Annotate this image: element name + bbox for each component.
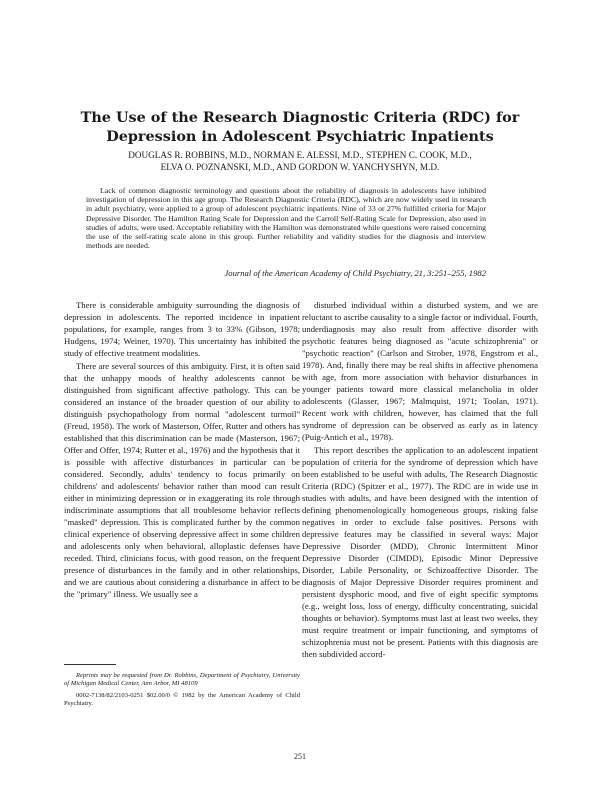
body-column-left — [64, 299, 300, 601]
body-paragraph: disturbed individual within a disturbed system, and we are reluctant to ascribe causality to a single factor or individual. Fourth, underdiagnosis may also result from affective disorder with psychotic features being diagnosed as "acute schizophrenia" or "psychotic reaction" (Carlson and Strober, 1978, Engstrom et al., 1978). And, finally there may be real shifts in affective phenomena with age, from more association with behavior disturbances in younger patients toward more classical melancholia in older adolescents (Glasser, 1967; Malmquist, 1971; Toolan, 1971). Recent work with children, however, has claimed that the full syndrome of depression can be observed as early as in latency (Puig-Antich et al., 1978). — [302, 300, 538, 442]
page-number: 251 — [294, 752, 306, 761]
copyright-note: 0002-7138/82/2103-0251 $02.00/0 © 1982 by the American Academy of Child Psychiatry. — [64, 691, 300, 708]
reprint-note: Reprints may be requested from Dr. Robbins, Department of Psychiatry, University of Michigan Medical Center, Ann Arbor, MI 48109 — [64, 672, 300, 688]
authors-line-2: ELVA O. POZNANSKI, M.D., AND GORDON W. YANCHYSHYN, M.D. — [160, 161, 440, 172]
footnote — [64, 672, 300, 712]
article-title: The Use of the Research Diagnostic Criteria (RDC) for Depression in Adolescent Psychiatric Inpatients — [80, 109, 520, 145]
journal-citation: Journal of the American Academy of Child Psychiatry, 21, 3:251–255, 1982 — [224, 268, 486, 278]
body-paragraph: There is considerable ambiguity surrounding the diagnosis of depression in adolescents. The reported incidence in inpatient populations, for example, ranges from 3 to 33% (Gibson, 1978; Hudgens, 1974; Weiner, 1970). This uncertainty has inhibited the study of effective treatment modalities. — [64, 300, 300, 358]
body-paragraph: There are several sources of this ambiguity. First, it is often said that the unhappy moods of healthy adolescents cannot be distinguished from significant affective pathology. This can be considered an instance of the broader question of our ability to distinguish psychopathology from normal "adolescent turmoil" (Freud, 1958). The work of Masterson, Offer, Rutter and others has established that this discrimination can be made (Masterson, 1967; Offer and Offer, 1974; Rutter et al., 1976) and the hypothesis that it is possible with affective disturbances in particular can be considered. Secondly, adults' tendency to focus primarily on childrens' and adolescents' behavior rather than mood can result either in minimizing depression or in exaggerating its role through indiscriminate assumptions that all troublesome behavior reflects "masked" depression. This is complicated further by the common clinical experience of observing depressive affect in some children and adolescents only when behavioral, alloplastic defenses have receded. Third, clinicians focus, with good reason, on the frequent presence of disturbances in the family and in other relationships, and we are cautious about considering a disturbance in affect to be the "primary" illness. We usually see a — [64, 361, 300, 599]
abstract: Lack of common diagnostic terminology and questions about the reliability of diagnosis in adolescents have inhibited investigation of depression in this age group. The Research Diagnostic Criteria (RDC), which are now widely used in research in adult psychiatry, were applied to a group of adolescent psychiatric inpatients. Nine of 33 or 27% fulfilled criteria for Major Depressive Disorder. The Hamilton Rating Scale for Depression and the Carroll Self-Rating Scale for Depression, also used in studies of adults, were used. Acceptable reliability with the Hamilton was demonstrated while questions were raised concerning the use of the self-rating scale alone in this group. Further reliability and validity studies for the diagnosis and interview methods are needed. — [86, 186, 486, 251]
body-paragraph: This report describes the application to an adolescent inpatient population of criteria for the syndrome of depression which have been established to be useful with adults, The Research Diagnostic Criteria (RDC) (Spitzer et al., 1977). The RDC are in wide use in studies with adults, and have been designed with the intention of defining phenomenologically homogeneous groups, risking false negatives in order to exclude false positives. Persons with depressive features may be classified in several ways: Major Depressive Disorder (MDD), Chronic Intermittent Minor Depressive Disorder (CIMDD), Episodic Minor Depressive Disorder, Labile Personality, or Schizoaffective Disorder. The diagnosis of Major Depressive Disorder requires prominent and persistent dysphoric mood, and five of eight specific symptoms (e.g., weight loss, loss of energy, difficulty concentrating, suicidal thoughts or behavior). Symptoms must last at least two weeks, they must require treatment or impair functioning, and symptoms of schizophrenia must not be present. Patients with this diagnosis are then subdivided accord- — [302, 445, 538, 659]
author-list — [40, 150, 560, 173]
authors-line-1: DOUGLAS R. ROBBINS, M.D., NORMAN E. ALESSI, M.D., STEPHEN C. COOK, M.D., — [128, 150, 472, 160]
body-column-right — [302, 299, 538, 661]
footnote-divider — [64, 664, 116, 665]
